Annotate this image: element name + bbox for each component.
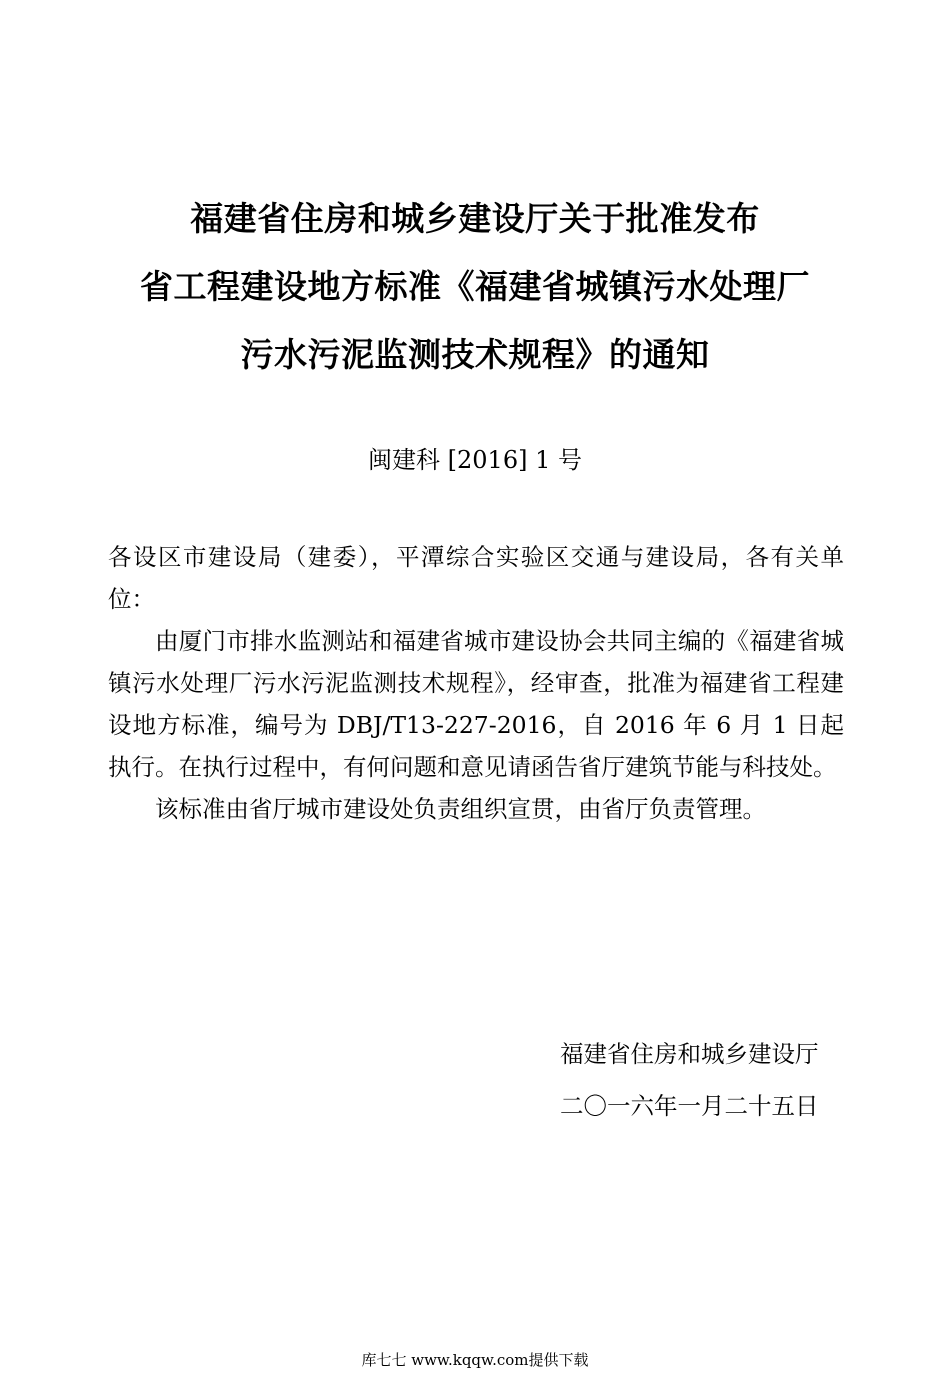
body-paragraph-2: 该标准由省厅城市建设处负责组织宣贯，由省厅负责管理。 bbox=[155, 795, 766, 823]
notice-body bbox=[108, 536, 844, 830]
title-line-2: 省工程建设地方标准《福建省城镇污水处理厂 bbox=[140, 267, 810, 306]
salutation: 各设区市建设局（建委），平潭综合实验区交通与建设局，各有关单位： bbox=[108, 543, 844, 613]
issuer-name: 福建省住房和城乡建设厅 bbox=[560, 1040, 819, 1068]
document-number: 闽建科 [2016] 1 号 bbox=[368, 446, 582, 474]
download-footer: 库七七 www.kqqw.com提供下载 bbox=[361, 1351, 589, 1369]
issue-date: 二〇一六年一月二十五日 bbox=[560, 1092, 819, 1120]
title-line-3: 污水污泥监测技术规程》的通知 bbox=[240, 335, 710, 374]
signature-block bbox=[560, 1028, 819, 1132]
notice-title bbox=[0, 185, 950, 389]
title-line-1: 福建省住房和城乡建设厅关于批准发布 bbox=[190, 199, 760, 238]
body-paragraph-1: 由厦门市排水监测站和福建省城市建设协会共同主编的《福建省城镇污水处理厂污水污泥监测技术规程》，经审查，批准为福建省工程建设地方标准，编号为 DBJ/T13-227-2016，自 2016 年 6 月 1 日起执行。在执行过程中，有何问题和意见请函告省厅建筑节能与科技处。 bbox=[108, 627, 844, 781]
